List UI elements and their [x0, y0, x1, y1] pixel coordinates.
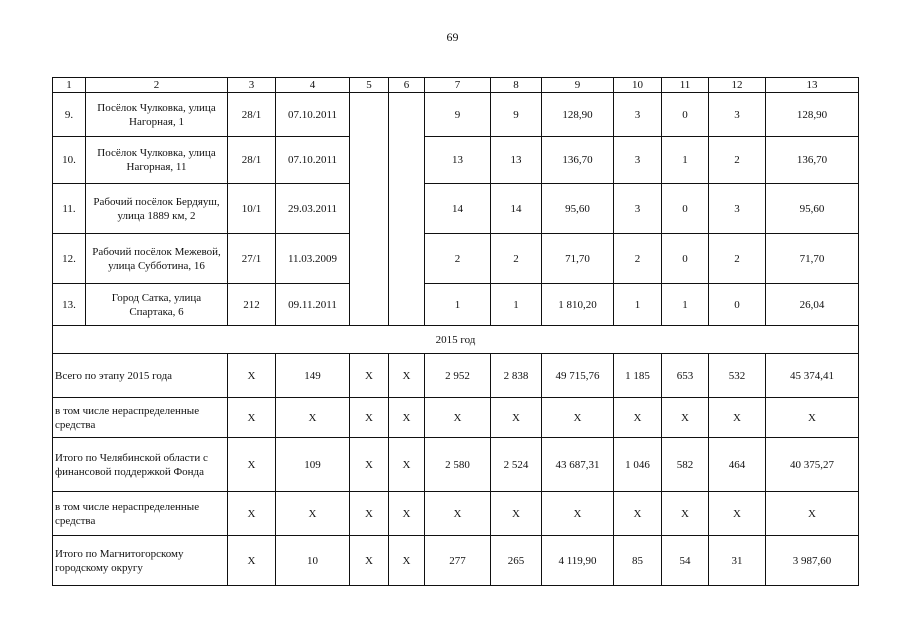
table-row: [53, 93, 859, 137]
cell: 1: [425, 284, 491, 326]
cell: 3: [709, 184, 766, 234]
address-cell: Город Сатка, улица Спартака, 6: [86, 284, 228, 326]
cell: 265: [491, 536, 542, 586]
cell: Х: [491, 492, 542, 536]
cell: 43 687,31: [542, 438, 614, 492]
cell: Х: [425, 492, 491, 536]
row-number: 12.: [53, 234, 86, 284]
cell: 1 810,20: [542, 284, 614, 326]
cell: 3: [614, 93, 662, 137]
cell: 2: [709, 234, 766, 284]
cell: 31: [709, 536, 766, 586]
cell: Х: [614, 398, 662, 438]
summary-row: [53, 536, 859, 586]
cell: 71,70: [542, 234, 614, 284]
cell: 2: [425, 234, 491, 284]
column-number: 4: [276, 78, 350, 93]
cell: Х: [350, 398, 389, 438]
address-cell: Рабочий посёлок Межевой, улица Субботина, 16: [86, 234, 228, 284]
cell: 2 580: [425, 438, 491, 492]
cell: Х: [662, 398, 709, 438]
cell: 582: [662, 438, 709, 492]
cell: 2 524: [491, 438, 542, 492]
cell: Х: [389, 398, 425, 438]
cell: Х: [389, 354, 425, 398]
date-cell: 11.03.2009: [276, 234, 350, 284]
cell: 0: [662, 93, 709, 137]
address-cell: Посёлок Чулковка, улица Нагорная, 1: [86, 93, 228, 137]
date-cell: 07.10.2011: [276, 137, 350, 184]
table-row: [53, 284, 859, 326]
cell: Х: [228, 536, 276, 586]
row-number: 11.: [53, 184, 86, 234]
summary-label: в том числе нераспределенные средства: [53, 398, 228, 438]
merged-empty-cell: [350, 93, 389, 326]
cell: 0: [662, 234, 709, 284]
cell: 1: [614, 284, 662, 326]
cell: 1: [662, 137, 709, 184]
summary-label: в том числе нераспределенные средства: [53, 492, 228, 536]
cell: 13: [491, 137, 542, 184]
cell: Х: [228, 492, 276, 536]
cell: 136,70: [766, 137, 859, 184]
column-number: 8: [491, 78, 542, 93]
cell: 14: [425, 184, 491, 234]
cell: Х: [228, 354, 276, 398]
cell: Х: [662, 492, 709, 536]
cell: 2: [709, 137, 766, 184]
cell: 54: [662, 536, 709, 586]
table-row: [53, 184, 859, 234]
cell: 26,04: [766, 284, 859, 326]
summary-label: Итого по Челябинской области с финансовой поддержкой Фонда: [53, 438, 228, 492]
cell: 85: [614, 536, 662, 586]
column-number: 2: [86, 78, 228, 93]
cell: Х: [389, 492, 425, 536]
cell: 3: [709, 93, 766, 137]
cell: Х: [709, 398, 766, 438]
column-number: 11: [662, 78, 709, 93]
year-section-label: 2015 год: [53, 326, 859, 354]
cell: 13: [425, 137, 491, 184]
summary-row: [53, 354, 859, 398]
cell: 136,70: [542, 137, 614, 184]
page-number: 69: [446, 30, 459, 44]
cell: 128,90: [542, 93, 614, 137]
cell: Х: [389, 536, 425, 586]
column-number-row: [53, 78, 859, 93]
cell: Х: [350, 354, 389, 398]
cell: 2: [614, 234, 662, 284]
date-cell: 29.03.2011: [276, 184, 350, 234]
table-row: [53, 234, 859, 284]
cell: Х: [389, 438, 425, 492]
cell: 149: [276, 354, 350, 398]
cell: 10: [276, 536, 350, 586]
summary-row: [53, 438, 859, 492]
column-number: 1: [53, 78, 86, 93]
cell: 1 185: [614, 354, 662, 398]
cell: 1 046: [614, 438, 662, 492]
cell: 27/1: [228, 234, 276, 284]
column-number: 7: [425, 78, 491, 93]
summary-label: Итого по Магнитогорскому городскому округу: [53, 536, 228, 586]
cell: 28/1: [228, 93, 276, 137]
date-cell: 07.10.2011: [276, 93, 350, 137]
housing-program-table: [52, 77, 859, 586]
cell: Х: [709, 492, 766, 536]
cell: 128,90: [766, 93, 859, 137]
address-cell: Посёлок Чулковка, улица Нагорная, 11: [86, 137, 228, 184]
cell: 71,70: [766, 234, 859, 284]
cell: 10/1: [228, 184, 276, 234]
cell: 653: [662, 354, 709, 398]
column-number: 10: [614, 78, 662, 93]
summary-row: [53, 398, 859, 438]
cell: 49 715,76: [542, 354, 614, 398]
cell: Х: [228, 438, 276, 492]
cell: Х: [491, 398, 542, 438]
cell: Х: [350, 536, 389, 586]
column-number: 12: [709, 78, 766, 93]
summary-label: Всего по этапу 2015 года: [53, 354, 228, 398]
cell: 9: [491, 93, 542, 137]
cell: 45 374,41: [766, 354, 859, 398]
row-number: 13.: [53, 284, 86, 326]
cell: 0: [662, 184, 709, 234]
cell: Х: [425, 398, 491, 438]
cell: 2 952: [425, 354, 491, 398]
cell: Х: [350, 492, 389, 536]
cell: 532: [709, 354, 766, 398]
cell: 2 838: [491, 354, 542, 398]
summary-row: [53, 492, 859, 536]
merged-empty-cell: [389, 93, 425, 326]
cell: Х: [350, 438, 389, 492]
cell: Х: [276, 398, 350, 438]
column-number: 13: [766, 78, 859, 93]
cell: 1: [662, 284, 709, 326]
column-number: 5: [350, 78, 389, 93]
cell: 1: [491, 284, 542, 326]
cell: 14: [491, 184, 542, 234]
cell: Х: [766, 398, 859, 438]
cell: 3 987,60: [766, 536, 859, 586]
cell: 40 375,27: [766, 438, 859, 492]
cell: Х: [766, 492, 859, 536]
cell: Х: [276, 492, 350, 536]
cell: Х: [542, 398, 614, 438]
cell: 212: [228, 284, 276, 326]
cell: 3: [614, 137, 662, 184]
cell: 277: [425, 536, 491, 586]
row-number: 9.: [53, 93, 86, 137]
cell: Х: [228, 398, 276, 438]
cell: 3: [614, 184, 662, 234]
cell: 464: [709, 438, 766, 492]
date-cell: 09.11.2011: [276, 284, 350, 326]
cell: 95,60: [542, 184, 614, 234]
cell: 0: [709, 284, 766, 326]
cell: 109: [276, 438, 350, 492]
cell: Х: [542, 492, 614, 536]
column-number: 3: [228, 78, 276, 93]
address-cell: Рабочий посёлок Бердяуш, улица 1889 км, 2: [86, 184, 228, 234]
cell: Х: [614, 492, 662, 536]
cell: 9: [425, 93, 491, 137]
table-row: [53, 137, 859, 184]
column-number: 9: [542, 78, 614, 93]
column-number: 6: [389, 78, 425, 93]
cell: 95,60: [766, 184, 859, 234]
cell: 4 119,90: [542, 536, 614, 586]
cell: 28/1: [228, 137, 276, 184]
cell: 2: [491, 234, 542, 284]
year-section-row: [53, 326, 859, 354]
row-number: 10.: [53, 137, 86, 184]
